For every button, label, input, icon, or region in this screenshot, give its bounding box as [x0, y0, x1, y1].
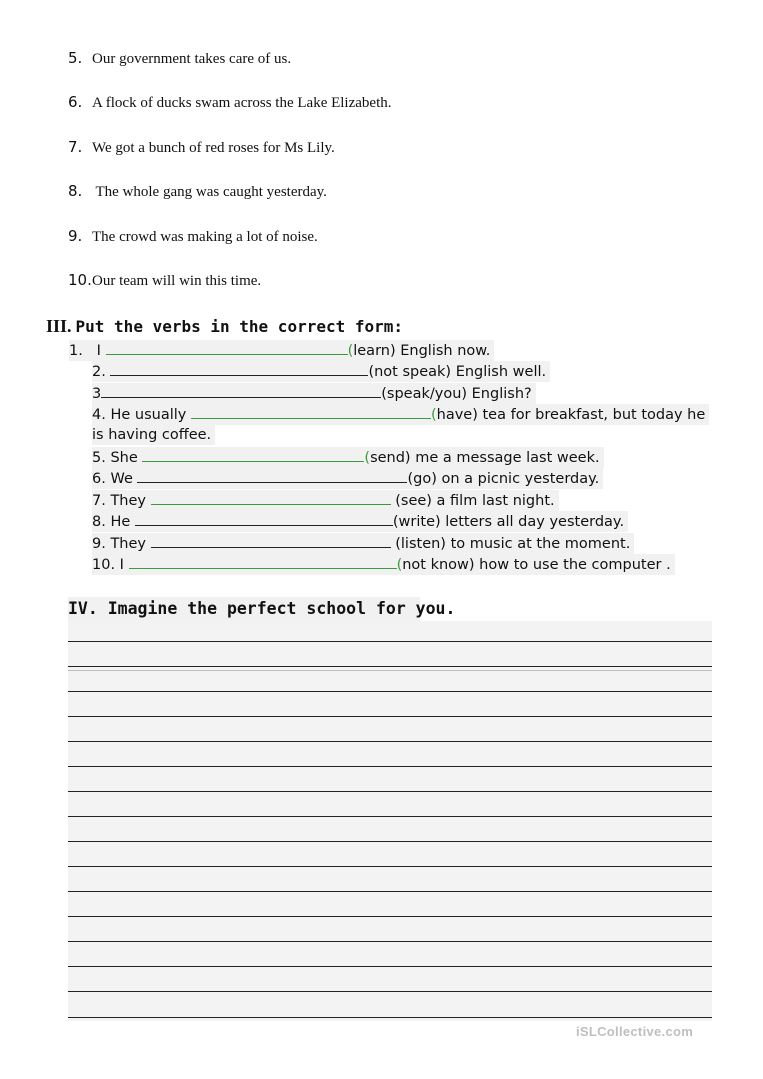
sentence-number: 5.	[68, 49, 83, 67]
writing-line[interactable]	[68, 716, 712, 717]
writing-guide-line	[68, 670, 712, 671]
exercise-item: 5. She (send) me a message last week.	[92, 447, 604, 468]
sentence-item	[68, 136, 335, 158]
exercise-number: 1.	[69, 343, 83, 359]
writing-line[interactable]	[68, 941, 712, 942]
exercise-item	[92, 361, 550, 382]
exercise-subject: I	[96, 343, 101, 359]
exercise-number: 3	[92, 386, 102, 402]
writing-line[interactable]	[68, 691, 712, 692]
watermark-logo: iSLCollective.com	[576, 1024, 694, 1039]
sentence-item	[68, 225, 318, 247]
exercise-subject: They	[110, 536, 147, 552]
exercise-prompt: (speak/you) English?	[381, 386, 532, 402]
exercise-prompt: (see) a film last night.	[390, 493, 555, 509]
sentence-number: 7.	[68, 138, 83, 156]
writing-line[interactable]	[68, 816, 712, 817]
exercise-continuation	[92, 425, 215, 445]
answer-blank[interactable]	[142, 447, 364, 462]
writing-line[interactable]	[68, 866, 712, 867]
answer-blank[interactable]	[151, 533, 391, 548]
writing-line[interactable]	[68, 991, 712, 992]
exercise-prompt: not know) how to use the computer .	[402, 557, 671, 573]
exercise-subject: He usually	[110, 407, 187, 423]
sentence-text: Our government takes care of us.	[92, 51, 292, 67]
exercise-number: 2.	[92, 364, 106, 380]
sentence-item	[68, 269, 261, 291]
answer-blank[interactable]	[129, 554, 397, 569]
exercise-prompt: (write) letters all day yesterday.	[392, 514, 625, 530]
exercise-subject: We	[110, 471, 133, 487]
answer-blank[interactable]	[137, 468, 407, 483]
writing-line[interactable]	[68, 916, 712, 917]
exercise-subject: I	[119, 557, 124, 573]
writing-area[interactable]	[68, 621, 712, 1021]
section-3-numeral: III.	[46, 316, 72, 336]
exercise-subject: They	[110, 493, 147, 509]
writing-line[interactable]	[68, 741, 712, 742]
sentence-text: Our team will win this time.	[92, 273, 262, 289]
writing-line[interactable]	[68, 1017, 712, 1018]
answer-blank[interactable]	[106, 340, 348, 355]
exercise-item	[92, 533, 634, 554]
exercise-number: 4.	[92, 407, 106, 423]
answer-blank[interactable]	[151, 490, 391, 505]
writing-line[interactable]	[68, 791, 712, 792]
answer-blank[interactable]	[110, 361, 368, 376]
sentence-number: 10.	[68, 271, 92, 289]
exercise-continuation-text: is having coffee.	[92, 427, 212, 443]
writing-line[interactable]	[68, 891, 712, 892]
sentence-text: The crowd was making a lot of noise.	[92, 229, 318, 245]
exercise-number: 7.	[92, 493, 106, 509]
writing-line[interactable]	[68, 666, 712, 667]
exercise-item	[92, 511, 628, 532]
writing-line[interactable]	[68, 841, 712, 842]
exercise-prompt: (not speak) English well.	[368, 364, 547, 380]
exercise-item	[92, 383, 536, 404]
exercise-number: 6.	[92, 471, 106, 487]
writing-line[interactable]	[68, 966, 712, 967]
answer-blank[interactable]	[101, 383, 381, 398]
sentence-text: The whole gang was caught yesterday.	[92, 184, 327, 200]
exercise-prompt: learn) English now.	[353, 343, 491, 359]
sentence-item	[68, 180, 327, 202]
sentence-item	[68, 91, 392, 113]
exercise-subject: He	[110, 514, 131, 530]
exercise-item	[92, 490, 559, 511]
sentence-number: 8.	[68, 182, 83, 200]
exercise-number: 10.	[92, 557, 116, 573]
exercise-item: 4. He usually (have) tea for breakfast, but today he	[92, 404, 709, 425]
sentence-number: 9.	[68, 227, 83, 245]
exercise-number: 8.	[92, 514, 106, 530]
section-4-heading: IV. Imagine the perfect school for you.	[68, 597, 420, 621]
exercise-number: 5.	[92, 450, 106, 466]
exercise-item: 10. I (not know) how to use the computer .	[92, 554, 675, 575]
exercise-prompt: (listen) to music at the moment.	[390, 536, 631, 552]
answer-blank[interactable]	[135, 511, 393, 526]
writing-line[interactable]	[68, 641, 712, 642]
exercise-prompt: have) tea for breakfast, but today he	[436, 407, 706, 423]
writing-line[interactable]	[68, 766, 712, 767]
sentence-item	[68, 47, 291, 69]
answer-blank[interactable]	[191, 404, 431, 419]
sentence-number: 6.	[68, 93, 83, 111]
exercise-prompt: send) me a message last week.	[370, 450, 600, 466]
section-3-heading	[46, 316, 403, 337]
section-3-title: Put the verbs in the correct form:	[75, 317, 404, 336]
sentence-text: A flock of ducks swam across the Lake Elizabeth.	[92, 95, 392, 111]
exercise-number: 9.	[92, 536, 106, 552]
exercise-item: 1. I (learn) English now.	[69, 340, 494, 361]
exercise-subject: She	[110, 450, 138, 466]
exercise-item	[92, 468, 603, 489]
exercise-prompt: (go) on a picnic yesterday.	[407, 471, 600, 487]
sentence-text: We got a bunch of red roses for Ms Lily.	[92, 140, 335, 156]
